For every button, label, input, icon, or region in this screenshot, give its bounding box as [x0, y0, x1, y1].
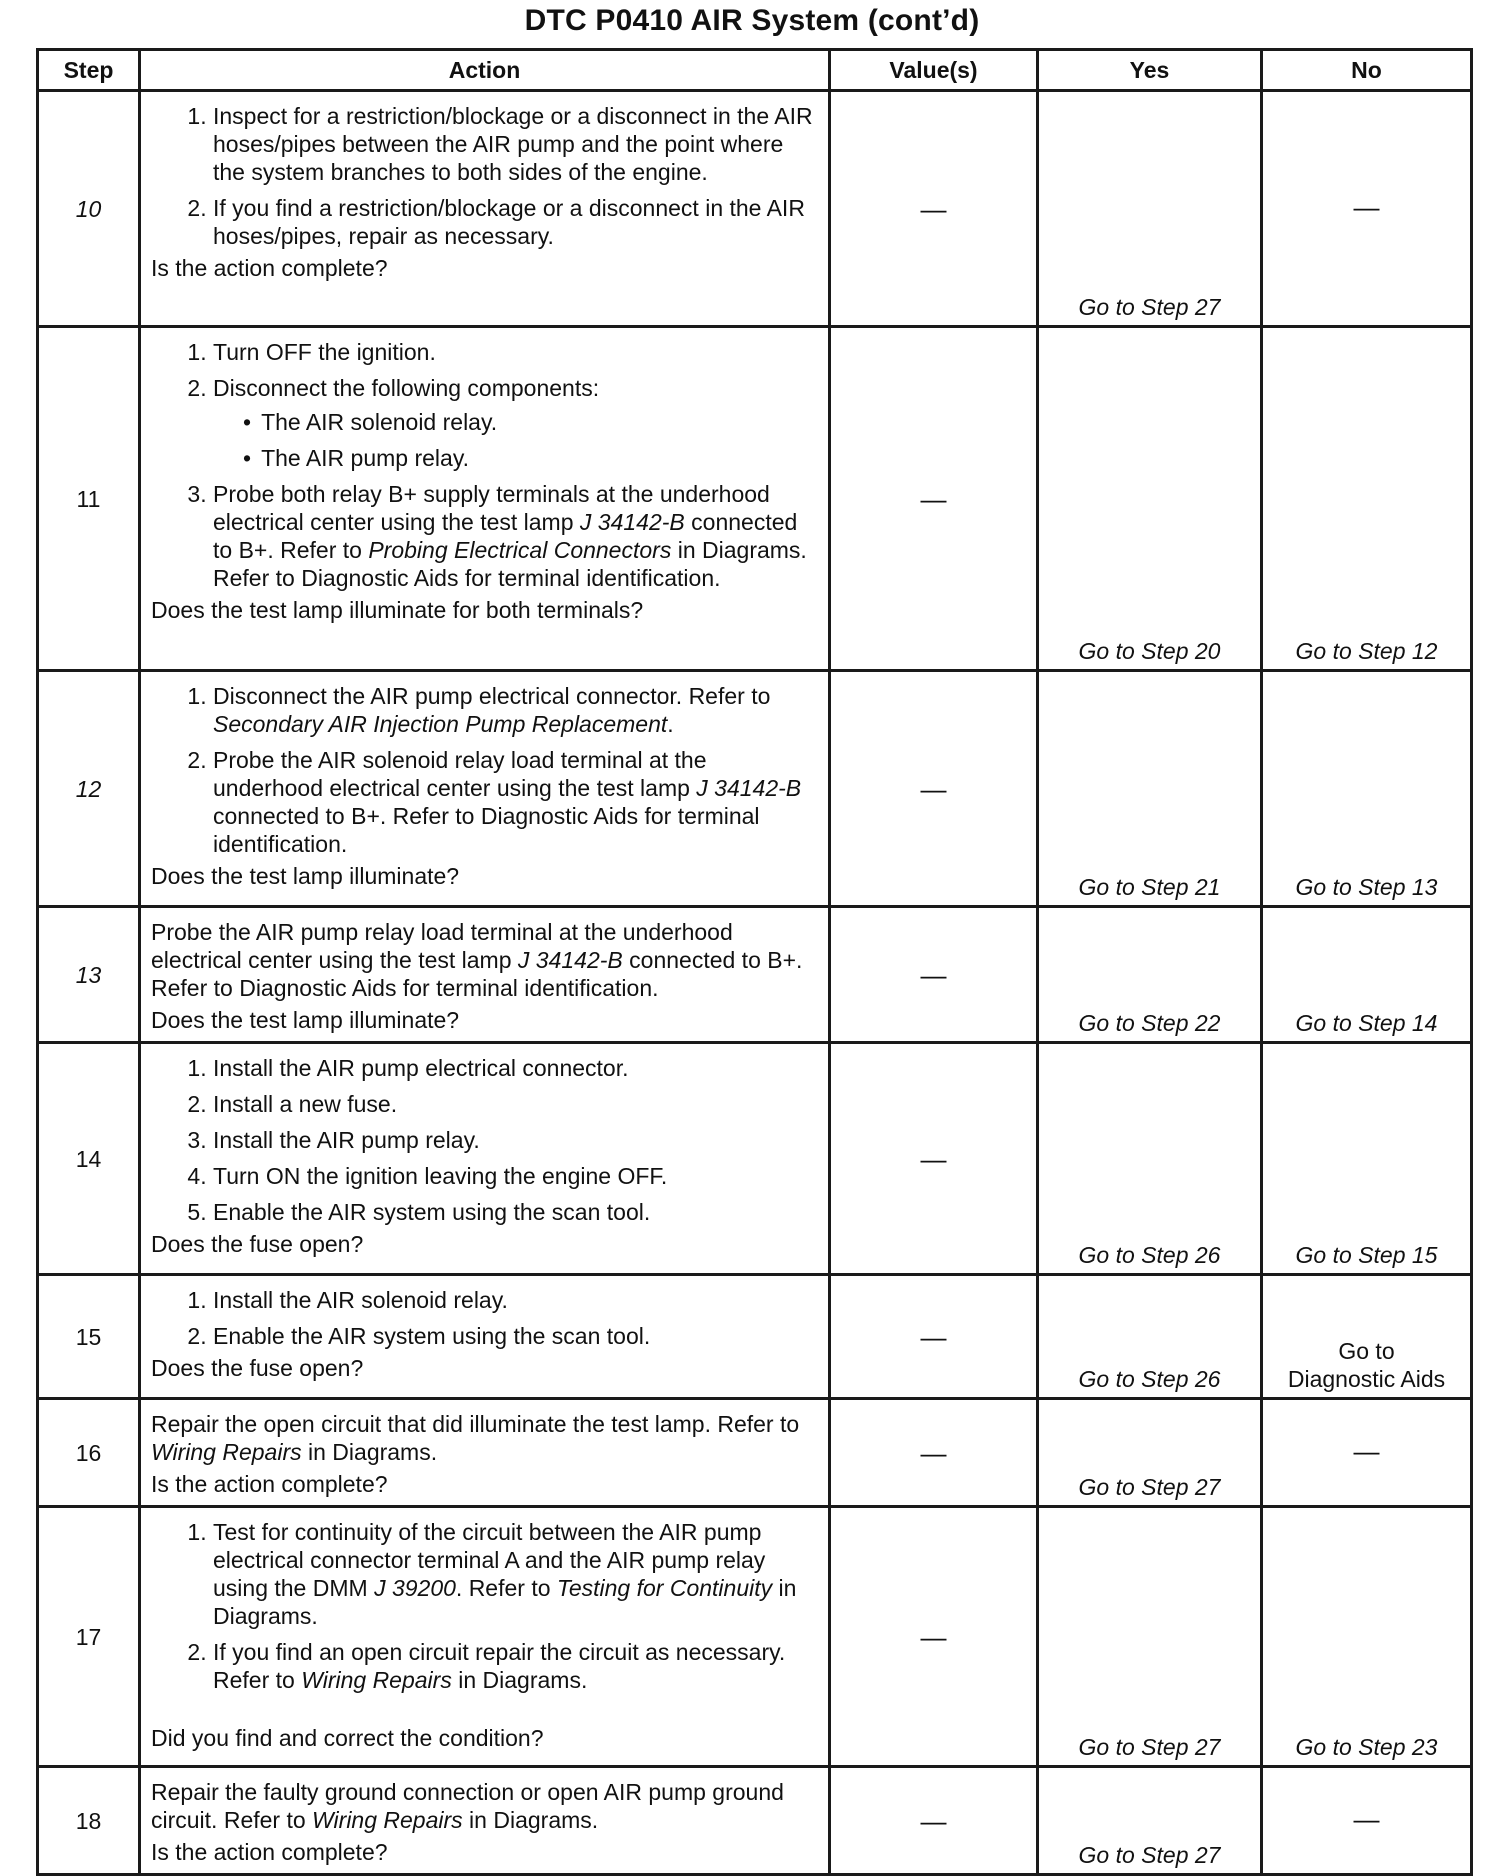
page-title: DTC P0410 AIR System (cont’d)	[524, 4, 980, 37]
action-text: Repair the faulty ground connection or open AIR pump ground circuit. Refer to Wiring Repairs in Diagrams.	[151, 1779, 784, 1833]
header-values: Value(s)	[830, 50, 1038, 91]
step-number: 18	[38, 1767, 140, 1875]
no-cell: —	[1262, 1399, 1472, 1507]
action-cell	[140, 671, 830, 907]
action-cell	[140, 1043, 830, 1275]
step-number: 10	[38, 91, 140, 327]
table-row-step-17	[38, 1507, 1472, 1767]
table-row-step-14	[38, 1043, 1472, 1275]
no-cell: Go to Step 13	[1262, 671, 1472, 907]
list-item: 1. Disconnect the AIR pump electrical connector. Refer to Secondary AIR Injection Pump Replacement.	[213, 682, 818, 738]
action-list	[151, 1518, 818, 1694]
action-question: Does the test lamp illuminate?	[151, 863, 460, 889]
list-item: 1. Inspect for a restriction/blockage or a disconnect in the AIR hoses/pipes between the AIR pump and the point where the system branches to both sides of the engine.	[213, 102, 818, 186]
yes-cell: Go to Step 21	[1038, 671, 1262, 907]
yes-cell: Go to Step 26	[1038, 1275, 1262, 1399]
no-cell: Go to Step 15	[1262, 1043, 1472, 1275]
action-cell	[140, 907, 830, 1043]
header-step: Step	[38, 50, 140, 91]
no-cell	[1262, 1275, 1472, 1399]
action-question: Does the fuse open?	[151, 1231, 364, 1257]
value-cell: —	[830, 1767, 1038, 1875]
yes-cell: Go to Step 27	[1038, 1507, 1262, 1767]
value-cell: —	[830, 907, 1038, 1043]
action-question: Does the test lamp illuminate?	[151, 1007, 460, 1033]
list-item: 2. If you find a restriction/blockage or a disconnect in the AIR hoses/pipes, repair as necessary.	[213, 194, 818, 250]
header-row	[38, 50, 1472, 91]
action-cell	[140, 1767, 830, 1875]
action-list	[151, 1054, 818, 1226]
no-cell: —	[1262, 1767, 1472, 1875]
list-item: 1. Test for continuity of the circuit between the AIR pump electrical connector terminal A and the AIR pump relay using the DMM J 39200. Refer to Testing for Continuity in Diagrams.	[213, 1518, 818, 1630]
list-item: 2. Install a new fuse.	[213, 1090, 818, 1118]
diagnostic-table	[36, 48, 1473, 1876]
no-cell: Go to Step 14	[1262, 907, 1472, 1043]
no-line-2: Diagnostic Aids	[1287, 1366, 1446, 1392]
value-cell: —	[830, 1507, 1038, 1767]
list-item: 2. Probe the AIR solenoid relay load terminal at the underhood electrical center using the test lamp J 34142-B connected to B+. Refer to Diagnostic Aids for terminal identification.	[213, 746, 818, 858]
no-line-1: Go to	[1338, 1338, 1395, 1364]
action-text: Repair the open circuit that did illuminate the test lamp. Refer to Wiring Repairs in Diagrams.	[151, 1411, 800, 1465]
step-number: 15	[38, 1275, 140, 1399]
bullet-item: • The AIR pump relay.	[243, 444, 818, 472]
no-cell: Go to Step 12	[1262, 327, 1472, 671]
list-item: 4. Turn ON the ignition leaving the engine OFF.	[213, 1162, 818, 1190]
step-number: 17	[38, 1507, 140, 1767]
value-cell: —	[830, 1043, 1038, 1275]
yes-cell: Go to Step 27	[1038, 91, 1262, 327]
yes-cell: Go to Step 20	[1038, 327, 1262, 671]
header-action: Action	[140, 50, 830, 91]
no-cell: —	[1262, 91, 1472, 327]
spacer	[151, 1698, 818, 1722]
step-number: 13	[38, 907, 140, 1043]
table-row-step-12	[38, 671, 1472, 907]
yes-cell: Go to Step 22	[1038, 907, 1262, 1043]
action-question: Does the fuse open?	[151, 1355, 364, 1381]
table-row-step-15	[38, 1275, 1472, 1399]
action-list	[151, 338, 818, 592]
action-question: Does the test lamp illuminate for both terminals?	[151, 597, 644, 623]
no-cell: Go to Step 23	[1262, 1507, 1472, 1767]
value-cell: —	[830, 327, 1038, 671]
action-text: Probe the AIR pump relay load terminal at the underhood electrical center using the test lamp J 34142-B connected to B+. Refer to Diagnostic Aids for terminal identification.	[151, 919, 803, 1001]
list-item: 3. Install the AIR pump relay.	[213, 1126, 818, 1154]
table-row-step-11	[38, 327, 1472, 671]
action-question: Did you find and correct the condition?	[151, 1725, 544, 1751]
step-number: 16	[38, 1399, 140, 1507]
list-item: 1. Install the AIR pump electrical connector.	[213, 1054, 818, 1082]
action-cell	[140, 1275, 830, 1399]
header-no: No	[1262, 50, 1472, 91]
list-item: 2. Disconnect the following components: • The AIR solenoid relay. • The AIR pump relay.	[213, 374, 818, 472]
value-cell: —	[830, 91, 1038, 327]
action-cell	[140, 327, 830, 671]
action-list	[151, 102, 818, 250]
action-question: Is the action complete?	[151, 1839, 388, 1865]
bullet-item: • The AIR solenoid relay.	[243, 408, 818, 436]
list-item: 3. Probe both relay B+ supply terminals at the underhood electrical center using the test lamp J 34142-B connected to B+. Refer to Probing Electrical Connectors in Diagrams. Refer to Diagnostic Aids for terminal identification.	[213, 480, 818, 592]
component-list	[213, 408, 818, 472]
value-cell: —	[830, 1275, 1038, 1399]
list-item: 5. Enable the AIR system using the scan tool.	[213, 1198, 818, 1226]
table-row-step-10	[38, 91, 1472, 327]
yes-cell: Go to Step 27	[1038, 1767, 1262, 1875]
action-list	[151, 682, 818, 858]
value-cell: —	[830, 1399, 1038, 1507]
table-row-step-18	[38, 1767, 1472, 1875]
yes-cell: Go to Step 26	[1038, 1043, 1262, 1275]
action-cell	[140, 91, 830, 327]
list-item: 2. Enable the AIR system using the scan tool.	[213, 1322, 818, 1350]
step-number: 11	[38, 327, 140, 671]
action-list	[151, 1286, 818, 1350]
table-row-step-13	[38, 907, 1472, 1043]
action-cell	[140, 1507, 830, 1767]
step-number: 14	[38, 1043, 140, 1275]
list-item: 2. If you find an open circuit repair the circuit as necessary. Refer to Wiring Repairs in Diagrams.	[213, 1638, 818, 1694]
value-cell: —	[830, 671, 1038, 907]
step-number: 12	[38, 671, 140, 907]
list-item: 1. Install the AIR solenoid relay.	[213, 1286, 818, 1314]
action-cell	[140, 1399, 830, 1507]
yes-cell: Go to Step 27	[1038, 1399, 1262, 1507]
action-question: Is the action complete?	[151, 1471, 388, 1497]
header-yes: Yes	[1038, 50, 1262, 91]
list-item: 1. Turn OFF the ignition.	[213, 338, 818, 366]
table-row-step-16	[38, 1399, 1472, 1507]
action-question: Is the action complete?	[151, 255, 388, 281]
